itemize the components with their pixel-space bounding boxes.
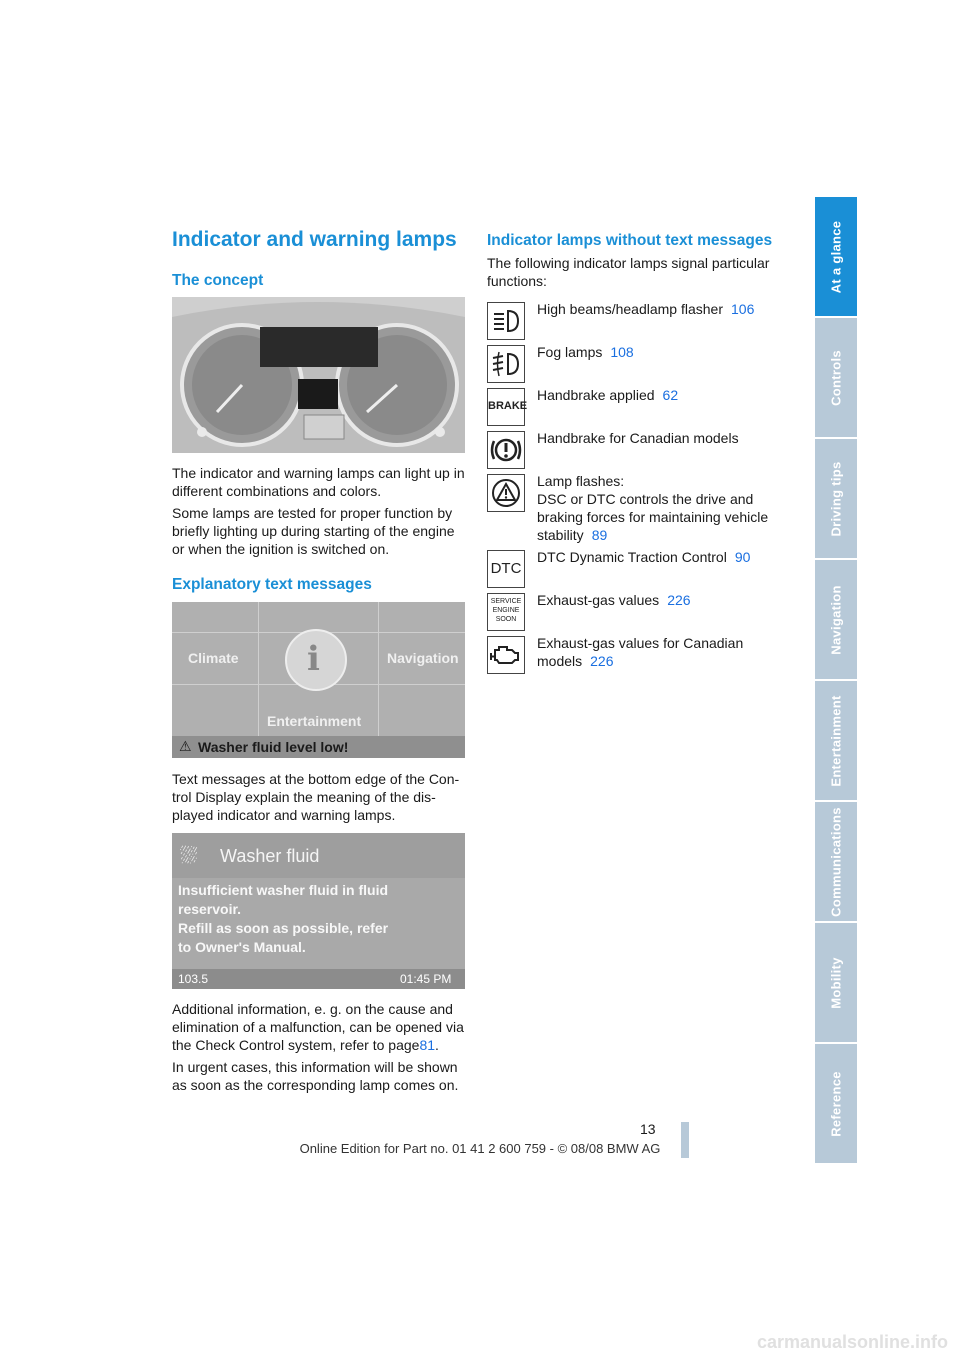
explanatory-heading: Explanatory text messages (172, 576, 372, 593)
washer-icon: ⛆ (180, 843, 198, 868)
page-ref[interactable]: 226 (590, 653, 614, 669)
no-text-intro: The following indicator lamps signal particular functions: (487, 255, 770, 289)
detail-title: Washer fluid (220, 846, 320, 866)
warning-bar (172, 736, 465, 758)
page-ref[interactable]: 62 (662, 387, 679, 403)
explanatory-paragraph-2: Additional information, e. g. on the cause and elimination of a malfunction, can be opened via the Check Control system, refer to page81. (172, 1001, 464, 1053)
service-engine-icon: SERVICE ENGINE SOON (487, 593, 525, 631)
instrument-cluster-image (172, 297, 465, 453)
brake-circle-icon (487, 431, 525, 469)
display-climate: Climate (188, 650, 239, 666)
no-text-heading: Indicator lamps without text messages (487, 232, 773, 249)
watermark: carmanualsonline.info (756, 1332, 948, 1352)
explanatory-paragraph-2-text: Additional information, e. g. on the cause and elimination of a malfunction, can be opened via the Check Control system, refer to page (172, 1001, 464, 1053)
page-ref[interactable]: 90 (734, 549, 751, 565)
detail-line-3: Refill as soon as possible, refer (178, 920, 389, 936)
detail-line-4: to Owner's Manual. (178, 939, 306, 955)
tab-controls[interactable]: Controls (815, 318, 857, 437)
section-tabs (815, 197, 857, 1165)
footer-text: Online Edition for Part no. 01 41 2 600 759 - © 08/08 BMW AG (299, 1141, 661, 1156)
info-icon: i (307, 639, 320, 679)
lamp-item-text: DTC Dynamic Traction Control 90 (537, 549, 751, 565)
tab-navigation[interactable]: Navigation (815, 560, 857, 679)
info-knob (285, 629, 347, 691)
high-beam-icon (487, 302, 525, 340)
warning-triangle-icon: ⚠ (179, 738, 192, 754)
explanatory-paragraph-3: In urgent cases, this information will be shown as soon as the corresponding lamp comes on. (172, 1059, 459, 1093)
detail-header (172, 833, 465, 878)
page-ref[interactable]: 226 (667, 592, 691, 608)
clock-time: 01:45 PM (400, 972, 452, 986)
concept-heading: The concept (172, 272, 264, 289)
detail-line-1: Insufficient washer fluid in fluid (178, 882, 389, 898)
display-navigation: Navigation (387, 650, 459, 666)
lamp-item-text: Lamp flashes: DSC or DTC controls the drive and braking forces for maintaining vehicle stability 89 (537, 473, 769, 543)
control-display-image (172, 602, 465, 758)
lamp-item-text: High beams/headlamp flasher 106 (537, 301, 755, 317)
page-ref[interactable]: 108 (610, 344, 634, 360)
concept-paragraph-1: The indicator and warning lamps can light up in different combinations and colors. (172, 465, 465, 499)
display-entertainment: Entertainment (267, 713, 362, 729)
explanatory-paragraph-1: Text messages at the bottom edge of the Con-trol Display explain the meaning of the dis-played indicator and warning lamps. (172, 771, 460, 823)
lamp-item-text: Handbrake for Canadian models (537, 430, 739, 446)
tab-at-a-glance[interactable]: At a glance (815, 197, 857, 316)
radio-frequency: 103.5 (178, 972, 209, 986)
dtc-icon: DTC (487, 550, 525, 588)
page-title: Indicator and warning lamps (172, 228, 457, 251)
tab-driving-tips[interactable]: Driving tips (815, 439, 857, 558)
display-warning-text: Washer fluid level low! (198, 739, 349, 755)
lamp-item-text: Exhaust-gas values 226 (537, 592, 691, 608)
detail-line-2: reservoir. (178, 901, 242, 917)
page-ref[interactable]: 89 (591, 527, 608, 543)
detail-body (178, 881, 388, 957)
tab-communications[interactable]: Communications (815, 802, 857, 921)
tab-reference[interactable]: Reference (815, 1044, 857, 1163)
brake-icon: BRAKE (487, 388, 525, 426)
page-ref[interactable]: 106 (731, 301, 755, 317)
warning-triangle-icon (487, 474, 525, 512)
status-bar (172, 969, 465, 989)
engine-icon (487, 636, 525, 674)
lamp-item-text: Fog lamps 108 (537, 344, 634, 360)
tab-entertainment[interactable]: Entertainment (815, 681, 857, 800)
instrument-cluster-drawing (172, 297, 465, 453)
page-ref-81[interactable]: 81 (419, 1037, 436, 1053)
lamp-item-text: Handbrake applied 62 (537, 387, 679, 403)
fog-lamp-icon (487, 345, 525, 383)
washer-fluid-display-image (172, 833, 465, 989)
lamp-item-text: Exhaust-gas values for Canadian models 226 (537, 635, 744, 669)
tab-mobility[interactable]: Mobility (815, 923, 857, 1042)
concept-paragraph-2: Some lamps are tested for proper function by briefly lighting up during starting of the engine or when the ignition is switched on. (172, 505, 455, 557)
page-number: 13 (640, 1121, 656, 1137)
